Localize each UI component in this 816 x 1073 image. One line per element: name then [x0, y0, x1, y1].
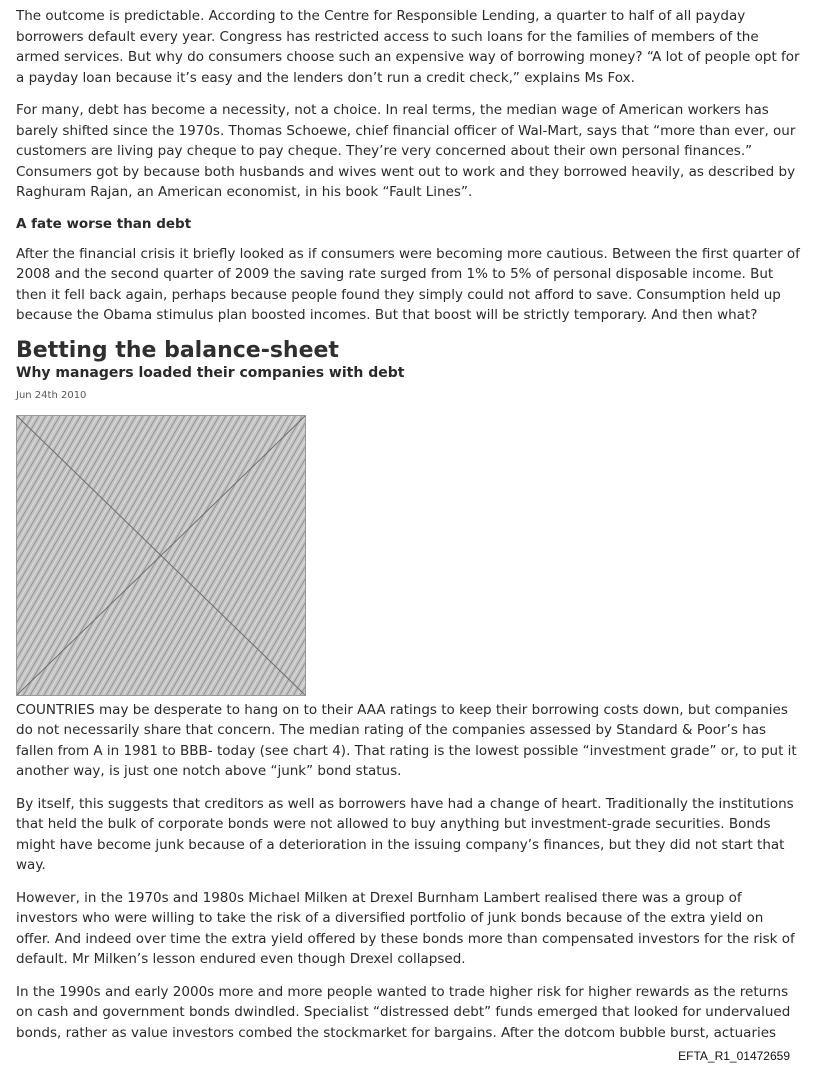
body-paragraph: COUNTRIES may be desperate to hang on to their AAA ratings to keep their borrowing costs down, but companies do not necessarily share that concern. The median rating of the companies assessed by Standard & Poor’s has fallen from A in 1981 to BBB- today (see chart 4). That rating is the lowest possible “investment grade” or, to put it another way, is just one notch above “junk” bond status.	[16, 701, 797, 779]
article-title: Betting the balance-sheet	[16, 337, 339, 363]
body-paragraph: In the 1990s and early 2000s more and more people wanted to trade higher risk for higher rewards as the returns on cash and government bonds dwindled. Specialist “distressed debt” funds emerged that looked for undervalued bonds, rather as value investors combed the stockmarket for bargains. After the dotcom bubble burst, actuaries	[16, 983, 791, 1041]
document-page	[16, 6, 802, 1055]
image-placeholder	[16, 415, 306, 696]
body-paragraph: After the financial crisis it briefly looked as if consumers were becoming more cautious. Between the first quarter of 2008 and the second quarter of 2009 the saving rate surged from 1% to 5% of personal disposable income. But then it fell back again, perhaps because people found they simply could not afford to save. Consumption held up because the Obama stimulus plan boosted incomes. But that boost will be strictly temporary. And then what?	[16, 245, 800, 323]
body-paragraph: For many, debt has become a necessity, not a choice. In real terms, the median wage of American workers has barely shifted since the 1970s. Thomas Schoewe, chief financial officer of Wal-Mart, says that “more than ever, our customers are living pay cheque to pay cheque. They’re very concerned about their own personal finances.” Consumers got by because both husbands and wives went out to work and they borrowed heavily, as described by Raghuram Rajan, an American economist, in his book “Fault Lines”.	[16, 102, 796, 200]
article-subtitle: Why managers loaded their companies with debt	[16, 364, 405, 381]
body-paragraph: By itself, this suggests that creditors as well as borrowers have had a change of heart. Traditionally the institutions that held the bulk of corporate bonds were not allowed to buy anything but investment-grade securities. Bonds might have become junk because of a deterioration in the issuing company’s finances, but they did not start that way.	[16, 795, 794, 873]
section-subheading: A fate worse than debt	[16, 215, 192, 232]
document-id: EFTA_R1_01472659	[678, 1049, 790, 1063]
body-paragraph: However, in the 1970s and 1980s Michael Milken at Drexel Burnham Lambert realised there was a group of investors who were willing to take the risk of a diversified portfolio of junk bonds because of the extra yield on offer. And indeed over time the extra yield offered by these bonds more than compensated investors for the risk of default. Mr Milken’s lesson endured even though Drexel collapsed.	[16, 889, 795, 967]
article-date: Jun 24th 2010	[16, 389, 87, 401]
body-paragraph: The outcome is predictable. According to the Centre for Responsible Lending, a quarter to half of all payday borrowers default every year. Congress has restricted access to such loans for the families of members of the armed services. But why do consumers choose such an expensive way of borrowing money? “A lot of people opt for a payday loan because it’s easy and the lenders don’t run a credit check,” explains Ms Fox.	[16, 8, 800, 86]
